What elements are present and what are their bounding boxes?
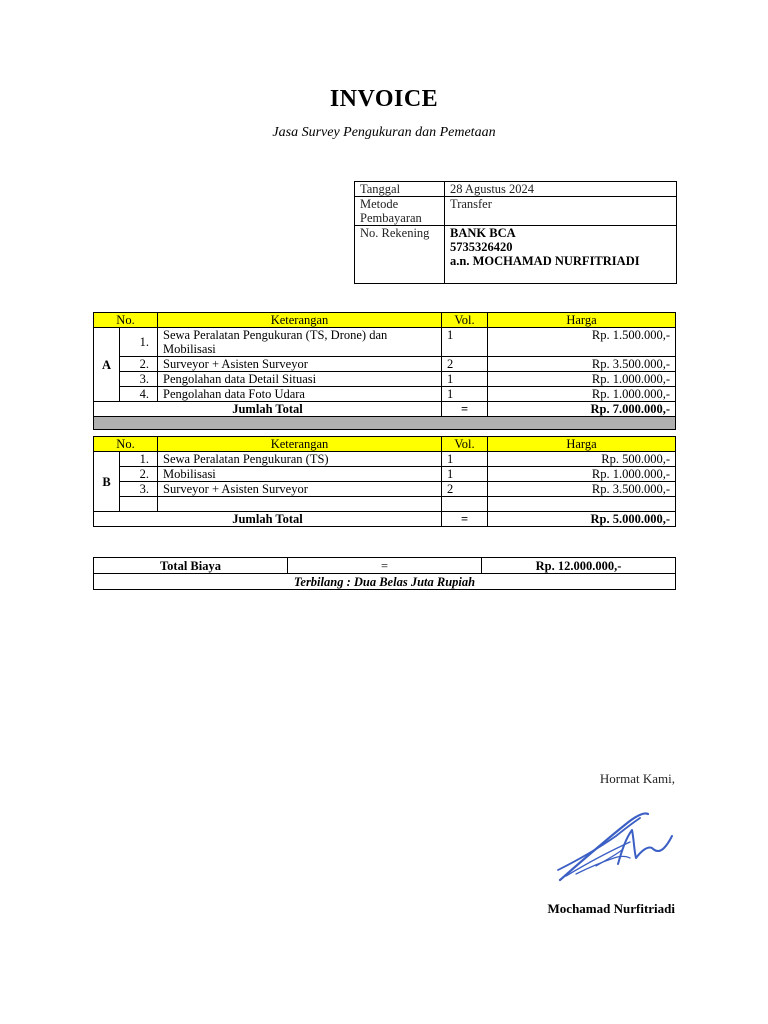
total-label: Jumlah Total: [94, 512, 442, 527]
row-price: Rp. 3.500.000,-: [488, 482, 676, 497]
column-header-keterangan: Keterangan: [158, 313, 442, 328]
column-header-harga: Harga: [488, 313, 676, 328]
row-description: Surveyor + Asisten Surveyor: [158, 482, 442, 497]
row-description: Pengolahan data Foto Udara: [158, 387, 442, 402]
empty-cell: [120, 497, 158, 512]
column-header-keterangan: Keterangan: [158, 437, 442, 452]
total-equals: =: [442, 512, 488, 527]
row-description: Mobilisasi: [158, 467, 442, 482]
total-cost-amount: Rp. 12.000.000,-: [482, 558, 676, 574]
account-name: a.n. MOCHAMAD NURFITRIADI: [450, 254, 640, 268]
group-label-b: B: [94, 452, 120, 512]
total-row-a: [94, 402, 676, 417]
row-description-line-2: Mobilisasi: [163, 342, 216, 356]
signer-name: Mochamad Nurfitriadi: [547, 901, 675, 916]
table-row: [94, 482, 676, 497]
row-price: Rp. 3.500.000,-: [488, 357, 676, 372]
payment-method-label: [355, 197, 445, 226]
total-cost-table: [93, 557, 676, 590]
empty-cell: [488, 497, 676, 512]
account-number: 5735326420: [450, 240, 513, 254]
invoice-subtitle: Jasa Survey Pengukuran dan Pemetaan: [272, 125, 496, 140]
empty-row: [94, 497, 676, 512]
separator-bar: [94, 417, 676, 430]
table-header-row: [94, 437, 676, 452]
section-separator: [94, 417, 676, 430]
total-label: Jumlah Total: [94, 402, 442, 417]
empty-cell: [442, 497, 488, 512]
table-row: [94, 372, 676, 387]
row-volume: 1: [442, 467, 488, 482]
row-volume: 1: [442, 328, 488, 357]
total-row-b: [94, 512, 676, 527]
signature-strokes: [558, 813, 672, 880]
payment-method-label-line-2: Pembayaran: [360, 211, 422, 225]
row-number: 3.: [120, 482, 158, 497]
row-number: 1.: [120, 452, 158, 467]
row-number: 4.: [120, 387, 158, 402]
row-description: Pengolahan data Detail Situasi: [158, 372, 442, 387]
account-row: [355, 226, 677, 284]
group-label-a: A: [94, 328, 120, 402]
row-number: 2.: [120, 357, 158, 372]
total-amount-a: Rp. 7.000.000,-: [488, 402, 676, 417]
signature-image: [556, 806, 674, 884]
row-number: 1.: [120, 328, 158, 357]
column-header-harga: Harga: [488, 437, 676, 452]
column-header-vol: Vol.: [442, 437, 488, 452]
amount-in-words-row: [94, 574, 676, 590]
row-price: Rp. 1.000.000,-: [488, 372, 676, 387]
items-table-b: [93, 436, 676, 527]
payment-info-table: [354, 181, 677, 284]
row-price: Rp. 1.000.000,-: [488, 467, 676, 482]
payment-method-label-line-1: Metode: [360, 197, 399, 211]
row-volume: 1: [442, 387, 488, 402]
row-number: 2.: [120, 467, 158, 482]
items-table-a: [93, 312, 676, 430]
total-amount-b: Rp. 5.000.000,-: [488, 512, 676, 527]
bank-name: BANK BCA: [450, 226, 516, 240]
row-description: Sewa Peralatan Pengukuran (TS): [158, 452, 442, 467]
column-header-no: No.: [94, 437, 158, 452]
invoice-title: INVOICE: [329, 86, 439, 112]
table-row: [94, 328, 676, 357]
row-price: Rp. 1.000.000,-: [488, 387, 676, 402]
table-row: [94, 357, 676, 372]
row-description-line-1: Sewa Peralatan Pengukuran (TS, Drone) dan: [163, 328, 388, 342]
row-volume: 2: [442, 357, 488, 372]
row-price: Rp. 500.000,-: [488, 452, 676, 467]
date-value: 28 Agustus 2024: [445, 182, 677, 197]
closing-greeting: Hormat Kami,: [599, 771, 675, 786]
payment-method-value: Transfer: [445, 197, 677, 226]
row-volume: 1: [442, 452, 488, 467]
row-volume: 2: [442, 482, 488, 497]
empty-cell: [158, 497, 442, 512]
row-number: 3.: [120, 372, 158, 387]
table-row: [94, 387, 676, 402]
column-header-no: No.: [94, 313, 158, 328]
column-header-vol: Vol.: [442, 313, 488, 328]
amount-in-words: Terbilang : Dua Belas Juta Rupiah: [94, 574, 676, 590]
account-label: No. Rekening: [355, 226, 445, 284]
date-row: [355, 182, 677, 197]
total-equals: =: [442, 402, 488, 417]
row-volume: 1: [442, 372, 488, 387]
table-row: [94, 452, 676, 467]
total-cost-equals: =: [288, 558, 482, 574]
account-value: [445, 226, 677, 284]
total-cost-label: Total Biaya: [94, 558, 288, 574]
total-cost-row: [94, 558, 676, 574]
row-price: Rp. 1.500.000,-: [488, 328, 676, 357]
row-description: Surveyor + Asisten Surveyor: [158, 357, 442, 372]
table-row: [94, 467, 676, 482]
date-label: Tanggal: [355, 182, 445, 197]
payment-method-row: [355, 197, 677, 226]
row-description: [158, 328, 442, 357]
table-header-row: [94, 313, 676, 328]
